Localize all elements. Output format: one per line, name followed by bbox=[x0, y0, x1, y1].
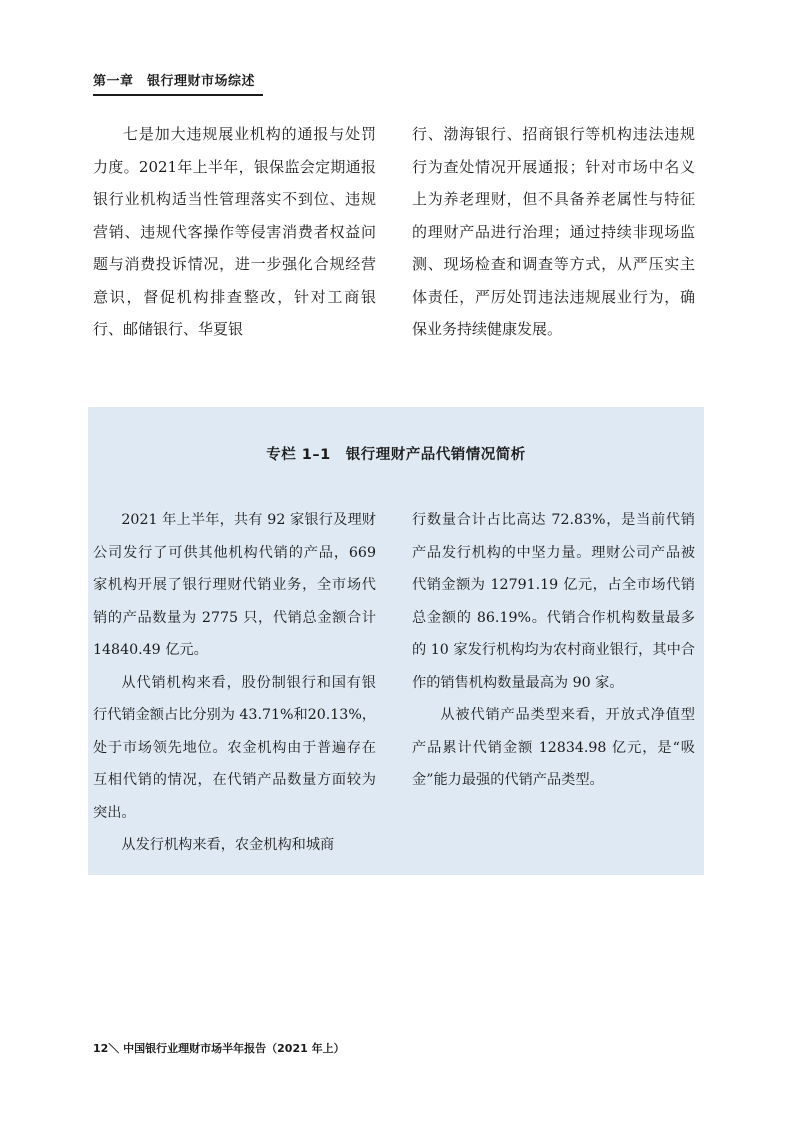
box-paragraph: 从发行机构来看，农金机构和城商 bbox=[121, 837, 335, 853]
box-column-left bbox=[93, 504, 376, 862]
box-paragraph: 行数量合计占比高达 72.83%，是当前代销产品发行机构的中坚力量。理财公司产品被代销金额为 12791.19 亿元，占全市场代销总金额的 86.19%。代销合作机构数量最多的 10 家发行机构均为农村商业银行，其中合作的销售机构数量最高为 90 家。 bbox=[412, 512, 695, 691]
sidebar-box bbox=[88, 407, 704, 875]
page-footer: 12＼ 中国银行业理财市场半年报告（2021 年上） bbox=[93, 1042, 345, 1055]
chapter-title: 第一章 银行理财市场综述 bbox=[93, 74, 256, 89]
chapter-header bbox=[93, 72, 263, 96]
box-column-right bbox=[412, 504, 695, 797]
body-paragraph: 行、渤海银行、招商银行等机构违法违规行为查处情况开展通报；针对市场中名义上为养老理财，但不具备养老属性与特征的理财产品进行治理；通过持续非现场监测、现场检查和调查等方式，从严压实主体责任，严厉处罚违法违规展业行为，确保业务持续健康发展。 bbox=[412, 125, 695, 338]
body-column-right bbox=[412, 118, 695, 346]
box-title: 专栏 1–1 银行理财产品代销情况简析 bbox=[266, 447, 526, 463]
box-paragraph: 从代销机构来看，股份制银行和国有银行代销金额占比分别为 43.71%和20.13%，处于市场领先地位。农金机构由于普遍存在互相代销的情况，在代销产品数量方面较为突出。 bbox=[93, 674, 376, 821]
box-paragraph: 从被代销产品类型来看，开放式净值型产品累计代销金额 12834.98 亿元，是“吸金”能力最强的代销产品类型。 bbox=[412, 707, 695, 788]
body-column-left bbox=[93, 118, 376, 346]
box-paragraph: 2021 年上半年，共有 92 家银行及理财公司发行了可供其他机构代销的产品，669 家机构开展了银行理财代销业务，全市场代销的产品数量为 2775 只，代销总金额合计 14840.49 亿元。 bbox=[93, 512, 376, 658]
header-divider bbox=[93, 94, 263, 96]
body-paragraph: 七是加大违规展业机构的通报与处罚力度。2021年上半年，银保监会定期通报银行业机构适当性管理落实不到位、违规营销、违规代客操作等侵害消费者权益问题与消费投诉情况，进一步强化合规经营意识，督促机构排查整改，针对工商银行、邮储银行、华夏银 bbox=[93, 125, 376, 338]
